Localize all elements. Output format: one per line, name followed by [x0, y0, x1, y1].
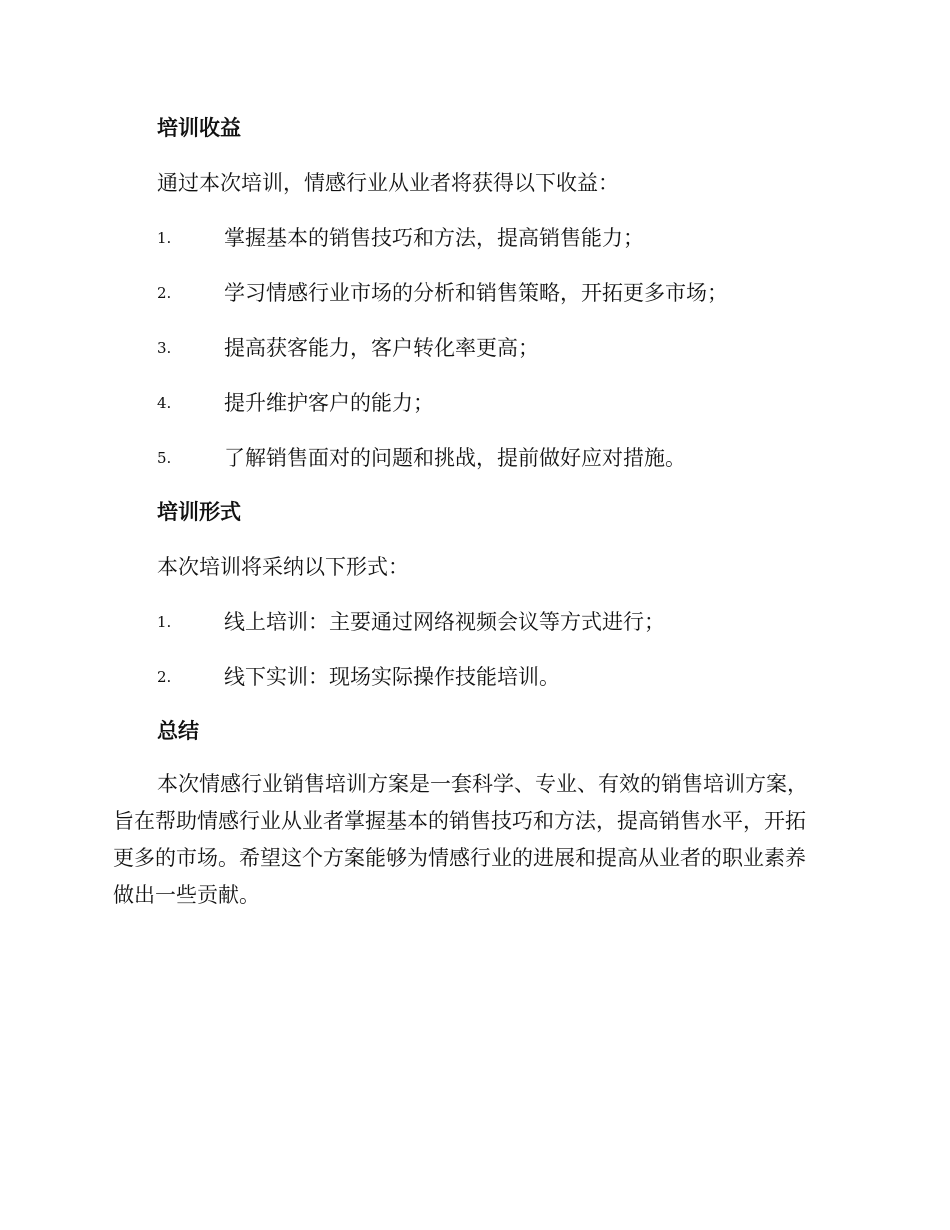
- list-text: 学习情感行业市场的分析和销售策略，开拓更多市场；: [224, 281, 728, 305]
- list-number: 1.: [157, 229, 172, 247]
- section-heading-format: 培训形式: [157, 500, 241, 524]
- list-text: 提升维护客户的能力；: [224, 391, 434, 415]
- benefits-list-item: [157, 444, 857, 472]
- list-number: 2.: [157, 668, 172, 686]
- format-list-item: [157, 608, 857, 636]
- paragraph-line: 更多的市场。希望这个方案能够为情感行业的进展和提高从业者的职业素养: [113, 846, 806, 870]
- list-number: 2.: [157, 284, 172, 302]
- summary-paragraph: [113, 766, 833, 914]
- list-number: 5.: [157, 449, 172, 467]
- section-heading-summary: 总结: [157, 719, 199, 743]
- paragraph-line: 旨在帮助情感行业从业者掌握基本的销售技巧和方法，提高销售水平，开拓: [113, 809, 806, 833]
- list-text: 提高获客能力，客户转化率更高；: [224, 336, 539, 360]
- format-intro: 本次培训将采纳以下形式：: [157, 555, 409, 579]
- paragraph-line: 本次情感行业销售培训方案是一套科学、专业、有效的销售培训方案，: [157, 772, 808, 796]
- list-text: 线下实训：现场实际操作技能培训。: [224, 665, 560, 689]
- list-text: 了解销售面对的问题和挑战，提前做好应对措施。: [224, 446, 686, 470]
- list-number: 1.: [157, 613, 172, 631]
- benefits-list-item: [157, 389, 857, 417]
- list-text: 掌握基本的销售技巧和方法，提高销售能力；: [224, 226, 644, 250]
- benefits-intro: 通过本次培训，情感行业从业者将获得以下收益：: [157, 171, 619, 195]
- list-text: 线上培训：主要通过网络视频会议等方式进行；: [224, 610, 665, 634]
- list-number: 3.: [157, 339, 172, 357]
- format-list-item: [157, 663, 857, 691]
- benefits-list-item: [157, 224, 857, 252]
- benefits-list-item: [157, 334, 857, 362]
- list-number: 4.: [157, 394, 172, 412]
- benefits-list-item: [157, 279, 857, 307]
- section-heading-benefits: 培训收益: [157, 116, 241, 140]
- paragraph-line: 做出一些贡献。: [113, 883, 260, 907]
